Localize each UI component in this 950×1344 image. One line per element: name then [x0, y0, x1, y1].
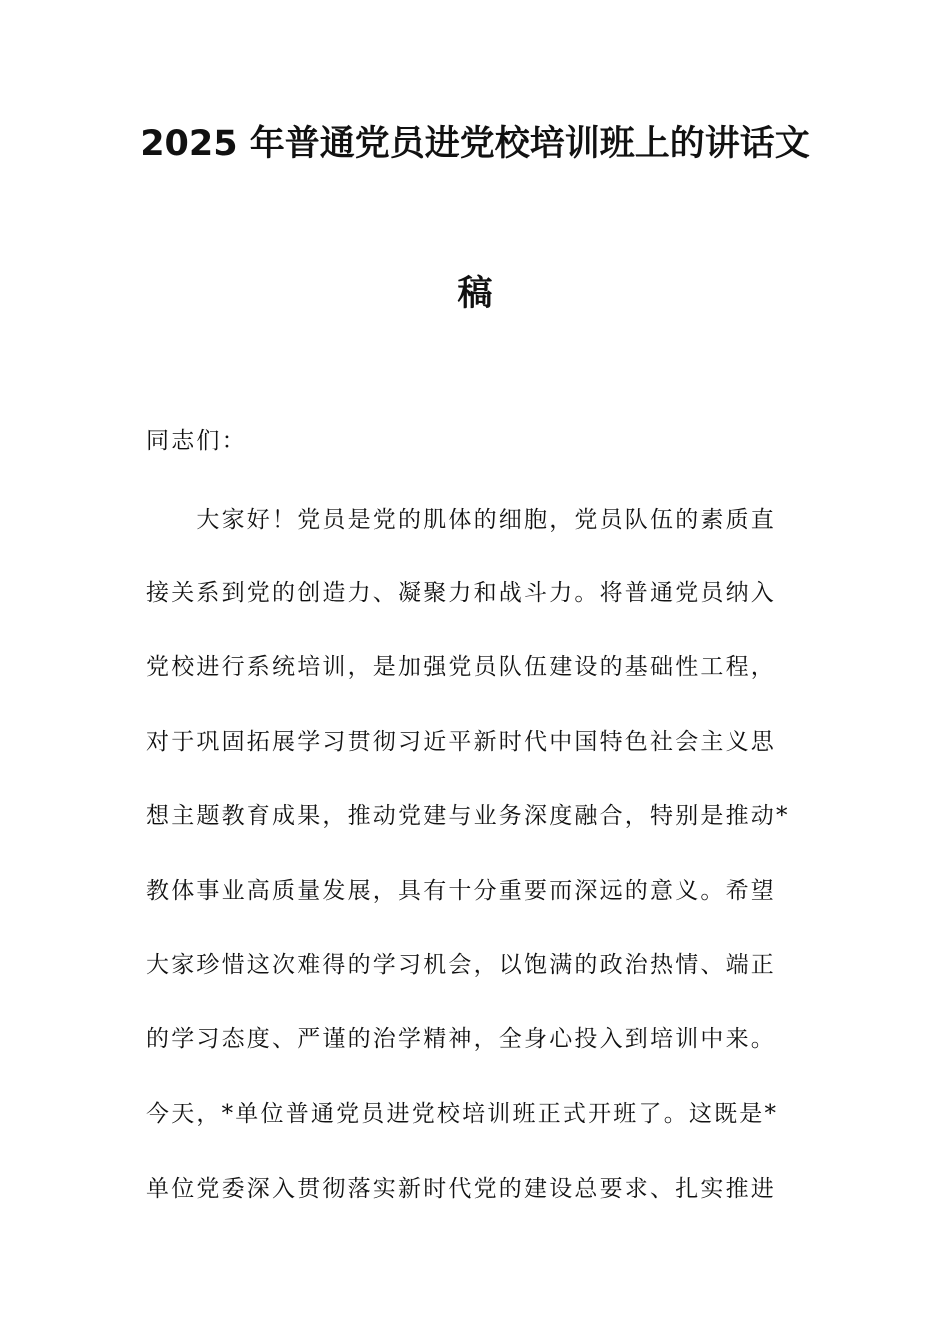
body-line-9: 今天，*单位普通党员进党校培训班正式开班了。这既是* — [146, 1101, 779, 1127]
body-line-7: 大家珍惜这次难得的学习机会，以饱满的政治热情、端正 — [146, 952, 776, 978]
body-line-4: 对于巩固拓展学习贯彻习近平新时代中国特色社会主义思 — [146, 729, 776, 755]
body-line-8: 的学习态度、严谨的治学精神，全身心投入到培训中来。 — [146, 1026, 776, 1052]
body-line-3: 党校进行系统培训，是加强党员队伍建设的基础性工程， — [146, 654, 776, 680]
body-line-6: 教体事业高质量发展，具有十分重要而深远的意义。希望 — [146, 878, 776, 904]
body-line-2: 接关系到党的创造力、凝聚力和战斗力。将普通党员纳入 — [146, 580, 776, 606]
salutation: 同志们： — [146, 428, 247, 454]
body-line-5: 想主题教育成果，推动党建与业务深度融合，特别是推动* — [146, 803, 790, 829]
document-title-line-2: 稿 — [457, 274, 493, 314]
body-line-1: 大家好！党员是党的肌体的细胞，党员队伍的素质直 — [146, 507, 776, 533]
body-line-10: 单位党委深入贯彻落实新时代党的建设总要求、扎实推进 — [146, 1176, 776, 1202]
document-title-line-1: 2025 年普通党员进党校培训班上的讲话文 — [140, 124, 810, 164]
